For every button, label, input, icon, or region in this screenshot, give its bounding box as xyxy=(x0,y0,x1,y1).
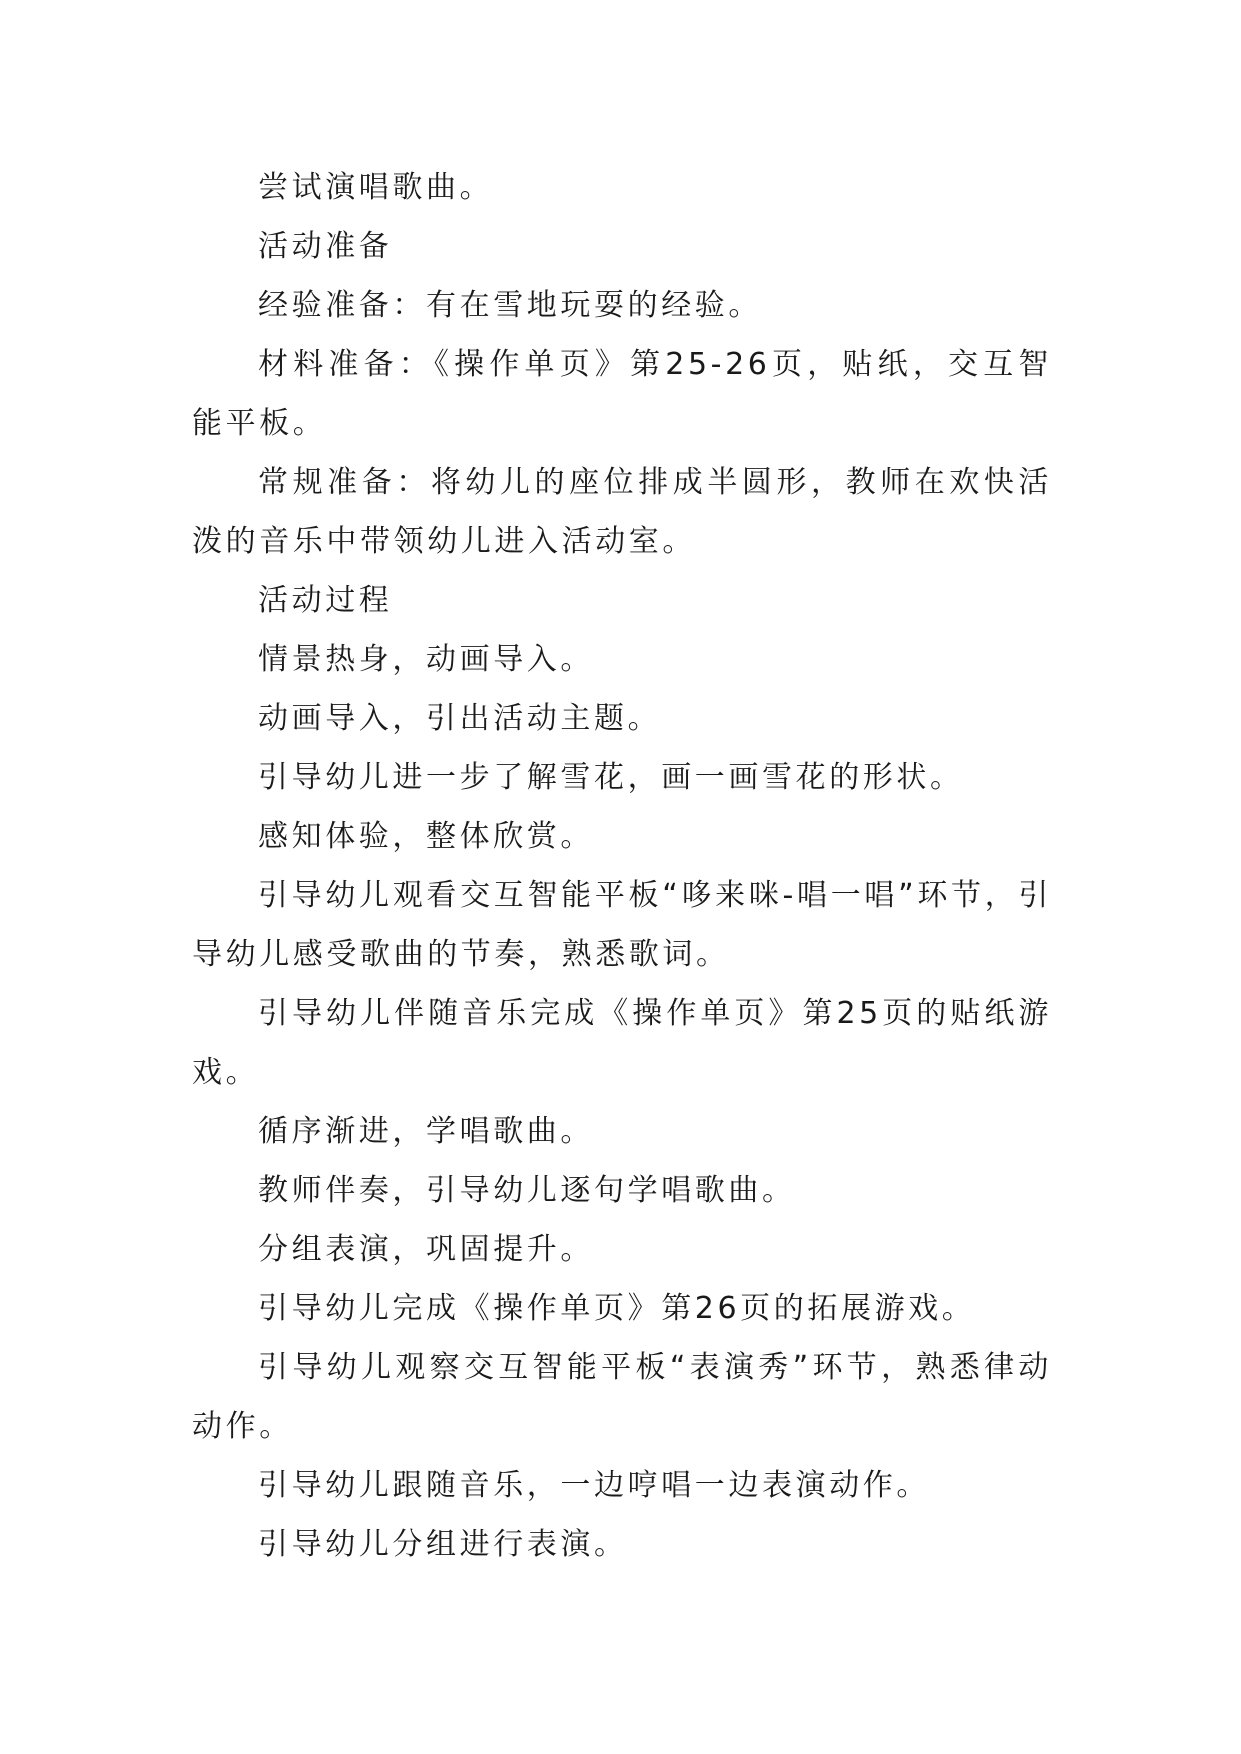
paragraph-group-performance: 分组表演，巩固提升。 xyxy=(258,1232,594,1267)
document-page xyxy=(192,158,1052,1574)
paragraph-sticker-game: 引导幼儿伴随音乐完成《操作单页》第25页的贴纸游戏。 xyxy=(192,996,1052,1090)
paragraph-teacher-accompaniment: 教师伴奏，引导幼儿逐句学唱歌曲。 xyxy=(258,1173,796,1208)
paragraph-sing-and-act: 引导幼儿跟随音乐，一边哼唱一边表演动作。 xyxy=(258,1468,930,1503)
paragraph-performance-show: 引导幼儿观察交互智能平板“表演秀”环节，熟悉律动动作。 xyxy=(192,1350,1052,1444)
paragraph-introduce-theme: 动画导入，引出活动主题。 xyxy=(258,701,662,736)
paragraph-learn-song: 循序渐进，学唱歌曲。 xyxy=(258,1114,594,1149)
paragraph-group-show: 引导幼儿分组进行表演。 xyxy=(258,1527,628,1562)
paragraph-material-preparation: 材料准备：《操作单页》第25-26页，贴纸，交互智能平板。 xyxy=(192,347,1052,441)
paragraph-experience-preparation: 经验准备：有在雪地玩耍的经验。 xyxy=(258,288,762,323)
paragraph-try-singing: 尝试演唱歌曲。 xyxy=(258,170,494,205)
paragraph-watch-tablet: 引导幼儿观看交互智能平板“哆来咪-唱一唱”环节，引导幼儿感受歌曲的节奏，熟悉歌词。 xyxy=(192,878,1052,972)
heading-activity-process: 活动过程 xyxy=(258,583,393,618)
paragraph-snowflake-drawing: 引导幼儿进一步了解雪花，画一画雪花的形状。 xyxy=(258,760,964,795)
heading-activity-preparation: 活动准备 xyxy=(258,229,393,264)
paragraph-routine-preparation: 常规准备：将幼儿的座位排成半圆形，教师在欢快活泼的音乐中带领幼儿进入活动室。 xyxy=(192,465,1052,559)
paragraph-perception-experience: 感知体验，整体欣赏。 xyxy=(258,819,594,854)
paragraph-warm-up: 情景热身，动画导入。 xyxy=(258,642,594,677)
paragraph-extension-game: 引导幼儿完成《操作单页》第26页的拓展游戏。 xyxy=(258,1291,976,1326)
